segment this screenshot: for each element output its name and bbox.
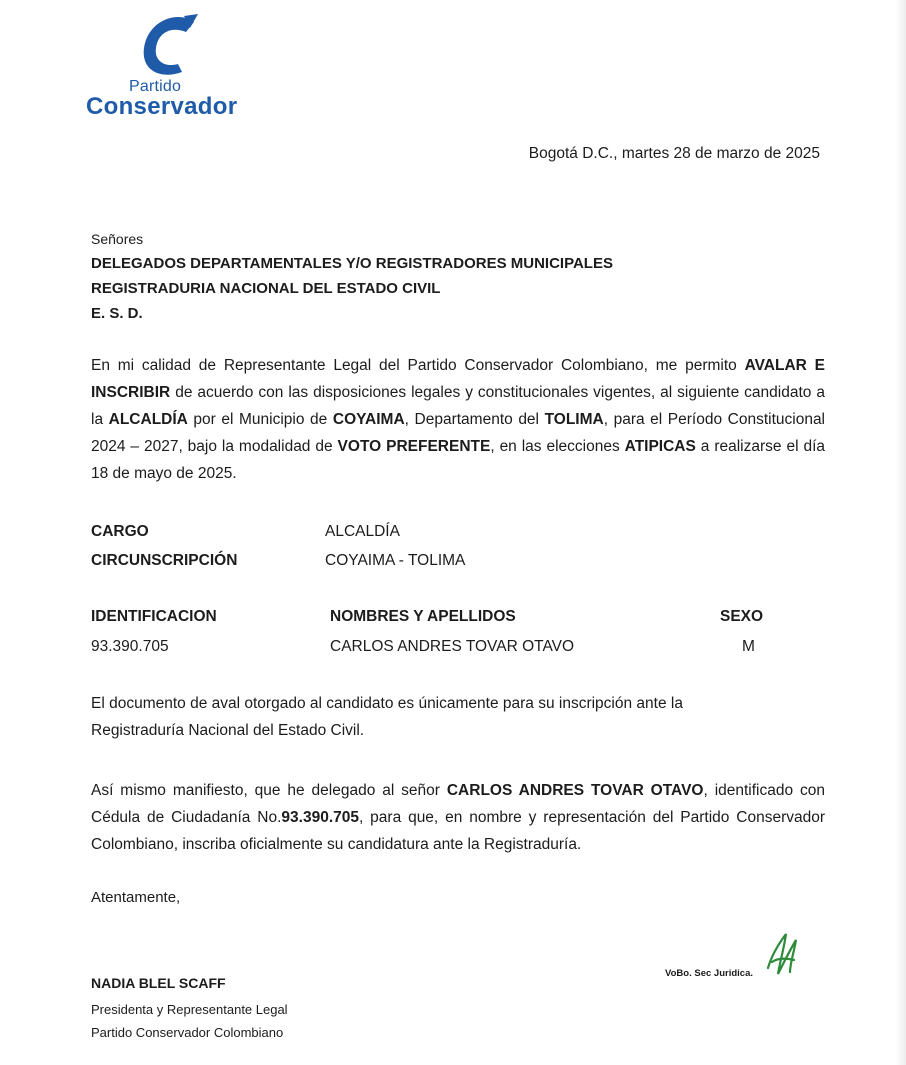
aval-scope-paragraph (91, 690, 825, 744)
salutation: Señores (91, 231, 144, 247)
body1-bold: TOLIMA (544, 411, 604, 428)
body1-text: , para el Período Constitucional 2024 – 2027, bajo la modalidad de (91, 411, 826, 455)
circunscripcion-label: CIRCUNSCRIPCIÓN (91, 552, 238, 569)
addressee-line2: REGISTRADURIA NACIONAL DEL ESTADO CIVIL (91, 280, 441, 297)
body1-text: En mi calidad de Representante Legal del Partido Conservador Colombiano, me permito (91, 357, 745, 374)
body1-bold: COYAIMA (332, 411, 405, 428)
id-header: IDENTIFICACION (91, 608, 217, 625)
body1-bold: VOTO PREFERENTE (337, 438, 491, 455)
logo-line1: Partido (129, 78, 182, 95)
cargo-label: CARGO (91, 523, 149, 540)
body1-text: de acuerdo con las disposiciones legales y constitucionales vigentes, al siguiente candidato a la (91, 384, 825, 428)
vobo-note: VoBo. Sec Juridica. (665, 968, 753, 979)
body3-text: , identificado con Cédula de Ciudadanía No. (91, 782, 825, 826)
body1-text: a realizarse el día 18 de mayo de 2025. (91, 438, 826, 482)
body1-text: , en las elecciones (490, 438, 625, 455)
body1-text: , Departamento del (404, 411, 545, 428)
body3-bold: CARLOS ANDRES TOVAR OTAVO (446, 782, 704, 799)
sex-header: SEXO (720, 608, 764, 625)
body2-line2: Registraduría Nacional del Estado Civil. (91, 722, 365, 739)
addressee-line1: DELEGADOS DEPARTAMENTALES Y/O REGISTRADORES MUNICIPALES (91, 255, 613, 272)
body1-text: por el Municipio de (187, 411, 333, 428)
sex-value: M (742, 638, 755, 655)
name-value: CARLOS ANDRES TOVAR OTAVO (330, 638, 575, 655)
signatory-org: Partido Conservador Colombiano (91, 1025, 284, 1040)
body1-bold: ALCALDÍA (108, 411, 188, 428)
delegation-paragraph (91, 777, 825, 858)
circunscripcion-value: COYAIMA - TOLIMA (325, 552, 466, 569)
body1-bold: AVALAR E INSCRIBIR (91, 357, 825, 401)
body3-bold: 93.390.705 (281, 809, 359, 826)
body3-text: Así mismo manifiesto, que he delegado al señor (91, 782, 447, 799)
body3-text: , para que, en nombre y representación del Partido Conservador Colombiano, inscriba oficialmente su candidatura ante la Registraduría. (91, 809, 825, 853)
c-swoosh-logo-icon (138, 14, 200, 80)
addressee-line3: E. S. D. (91, 305, 143, 322)
party-logo (86, 14, 256, 120)
endorsement-paragraph (91, 352, 825, 487)
letter-date: Bogotá D.C., martes 28 de marzo de 2025 (528, 145, 820, 162)
body1-bold: ATIPICAS (624, 438, 696, 455)
body2-line1: El documento de aval otorgado al candidato es únicamente para su inscripción ante la (91, 695, 683, 712)
name-header: NOMBRES Y APELLIDOS (330, 608, 516, 625)
signatory-name: NADIA BLEL SCAFF (91, 975, 226, 991)
page-edge-shadow (896, 0, 906, 1065)
id-value: 93.390.705 (91, 638, 169, 655)
initials-signature-icon (760, 928, 806, 989)
cargo-value: ALCALDÍA (325, 523, 400, 540)
signatory-title: Presidenta y Representante Legal (91, 1002, 288, 1017)
logo-line2: Conservador (86, 93, 238, 120)
closing: Atentamente, (91, 889, 181, 906)
